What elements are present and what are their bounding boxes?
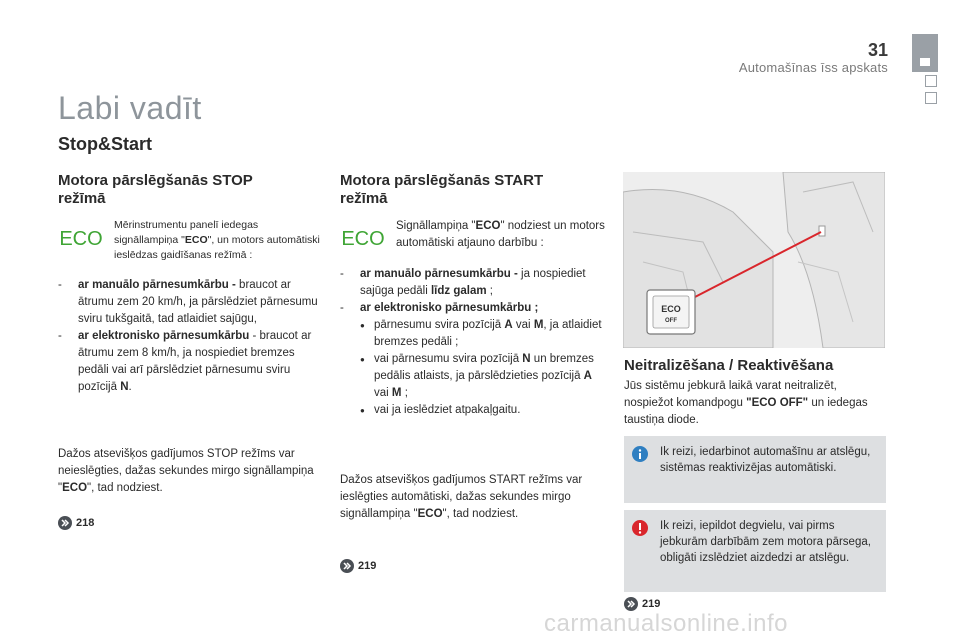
text-fragment: Signāllampiņa "	[396, 220, 476, 232]
page-subtitle: Stop&Start	[58, 134, 152, 154]
text-fragment: Dažos atsevišķos gadījumos START režīms var ieslēgties automātiski, dažas sekundes mirgo signāllampiņa "	[340, 474, 583, 520]
stop-eco-text	[114, 218, 323, 263]
text-fragment: vai	[512, 319, 534, 331]
stop-note	[58, 446, 323, 497]
watermark: carmanualsonline.info	[544, 610, 788, 637]
text-bold: ECO	[417, 508, 443, 520]
section-name: Automašīnas īss apskats	[738, 60, 888, 75]
page-title: Labi vadīt	[58, 90, 202, 126]
text-fragment: - braucot ar ātrumu zem 8 km/h, ja nospiediet bremzes pedāli vai arī pārslēdziet pārnesumu sviru pozīcijā	[78, 330, 312, 393]
list-item	[360, 317, 605, 351]
stop-conditions-list	[58, 277, 323, 396]
text-bold: N	[522, 353, 531, 365]
stop-heading-line2: režīmā	[58, 190, 106, 207]
start-heading-line1: Motora pārslēgšanās START	[340, 172, 544, 189]
start-section	[340, 172, 605, 419]
page-reference-link[interactable]	[340, 559, 376, 573]
stop-heading-line1: Motora pārslēgšanās STOP	[58, 172, 253, 189]
info-box	[624, 436, 886, 503]
text-fragment: ", tad nodziest.	[442, 508, 519, 520]
list-item	[360, 351, 605, 402]
text-fragment: pārnesumu svira pozīcijā	[374, 319, 505, 331]
list-item	[58, 328, 323, 396]
text-bold: līdz galam	[430, 285, 487, 297]
stop-heading	[58, 172, 323, 208]
list-item	[340, 300, 605, 419]
eco-icon-label: ECO	[59, 228, 103, 250]
list-item: ● vai ja ieslēdziet atpakaļgaitu.	[360, 402, 605, 419]
text-fragment: ;	[401, 387, 408, 399]
text-fragment: ", un motors automātiski ieslēdzas gaidīšanas režīmā :	[114, 234, 320, 261]
text-fragment: un iedegas taustiņa diode.	[624, 397, 868, 426]
text-fragment: , ja atlaidiet bremzes pedāli ;	[374, 319, 602, 348]
double-chevron-icon	[340, 559, 354, 573]
eco-icon	[340, 226, 386, 250]
text-bold: ar elektronisko pārnesumkārbu	[78, 330, 250, 342]
info-text: Ik reizi, iedarbinot automašīnu ar atslēgu, sistēmas reaktivizējas automātiski.	[660, 446, 871, 474]
text-fragment: ", tad nodziest.	[87, 482, 163, 494]
text-fragment: ;	[486, 285, 493, 297]
text-bold: ar elektronisko pārnesumkārbu ;	[360, 302, 539, 314]
start-sub-list	[360, 317, 605, 419]
text-fragment: Dažos atsevišķos gadījumos STOP režīms var neieslēgties, dažas sekundes mirgo signāllampiņa "	[58, 448, 314, 494]
eco-off-button-line2: OFF	[665, 318, 677, 324]
text-fragment: vai	[374, 387, 392, 399]
stop-eco-row	[58, 218, 323, 263]
chapter-tab-active	[912, 34, 938, 72]
text-bold: ECO	[62, 482, 88, 494]
page-reference-number: 219	[358, 560, 377, 572]
stop-section	[58, 172, 323, 396]
text-fragment: .	[128, 381, 132, 393]
text-bold: A	[504, 319, 513, 331]
start-eco-row	[340, 218, 605, 252]
dashboard-illustration	[623, 172, 885, 348]
chapter-tab-box	[925, 75, 937, 87]
warning-text: Ik reizi, iepildot degvielu, vai pirms jebkurām darbībām zem motora pārsega, obligāti izslēdziet aizdedzi ar atslēgu.	[660, 520, 871, 564]
eco-icon	[58, 226, 104, 250]
text-bold: A	[583, 370, 592, 382]
list-item	[340, 266, 605, 300]
start-conditions-list	[340, 266, 605, 419]
start-heading	[340, 172, 605, 208]
page-number: 31	[867, 40, 888, 60]
text-bold: M	[391, 387, 402, 399]
dashboard-photo	[623, 172, 885, 348]
eco-off-button-line1: ECO	[661, 304, 681, 314]
start-eco-text	[396, 218, 605, 252]
double-chevron-icon	[624, 597, 638, 611]
text-bold: ECO	[184, 234, 208, 246]
text-bold: "ECO OFF"	[746, 397, 809, 409]
text-fragment: braucot ar ātrumu zem 20 km/h, ja pārslēdziet pārnesumu sviru tukšgaitā, tad atlaidiet sajūgu,	[78, 279, 318, 325]
start-heading-line2: režīmā	[340, 190, 388, 207]
text-fragment: ja nospiediet sajūga pedāli	[360, 268, 586, 297]
text-bold: N	[120, 381, 129, 393]
start-note	[340, 472, 605, 523]
double-chevron-icon	[58, 516, 72, 530]
text-fragment: " nodziest un motors automātiski atjauno darbību :	[396, 220, 605, 249]
list-item	[58, 277, 323, 328]
neutralize-heading: Neitralizēšana / Reaktivēšana	[624, 357, 834, 374]
warning-icon	[632, 520, 648, 536]
text-fragment: Jūs sistēmu jebkurā laikā varat neitralizēt, nospiežot komandpogu	[624, 380, 837, 409]
chapter-tab-box	[925, 92, 937, 104]
info-icon	[632, 446, 648, 462]
text-fragment: vai pārnesumu svira pozīcijā	[374, 353, 523, 365]
eco-icon-label: ECO	[341, 228, 385, 250]
page-reference-number: 218	[76, 517, 95, 529]
page-reference-link[interactable]	[58, 516, 94, 530]
warning-box	[624, 510, 886, 592]
text-bold: ECO	[475, 220, 501, 232]
page-reference-number: 219	[642, 598, 661, 610]
text-fragment: un bremzes pedālis atlaists, ja pārslēdzieties pozīcijā	[374, 353, 594, 382]
text-bold: M	[533, 319, 544, 331]
text-fragment: Mērinstrumentu panelī iedegas signāllampiņa "	[114, 219, 259, 246]
text-bold: ar manuālo pārnesumkārbu -	[360, 268, 518, 280]
text-bold: ar manuālo pārnesumkārbu -	[78, 279, 236, 291]
page-reference-link[interactable]	[624, 597, 660, 611]
neutralize-text	[624, 378, 886, 429]
